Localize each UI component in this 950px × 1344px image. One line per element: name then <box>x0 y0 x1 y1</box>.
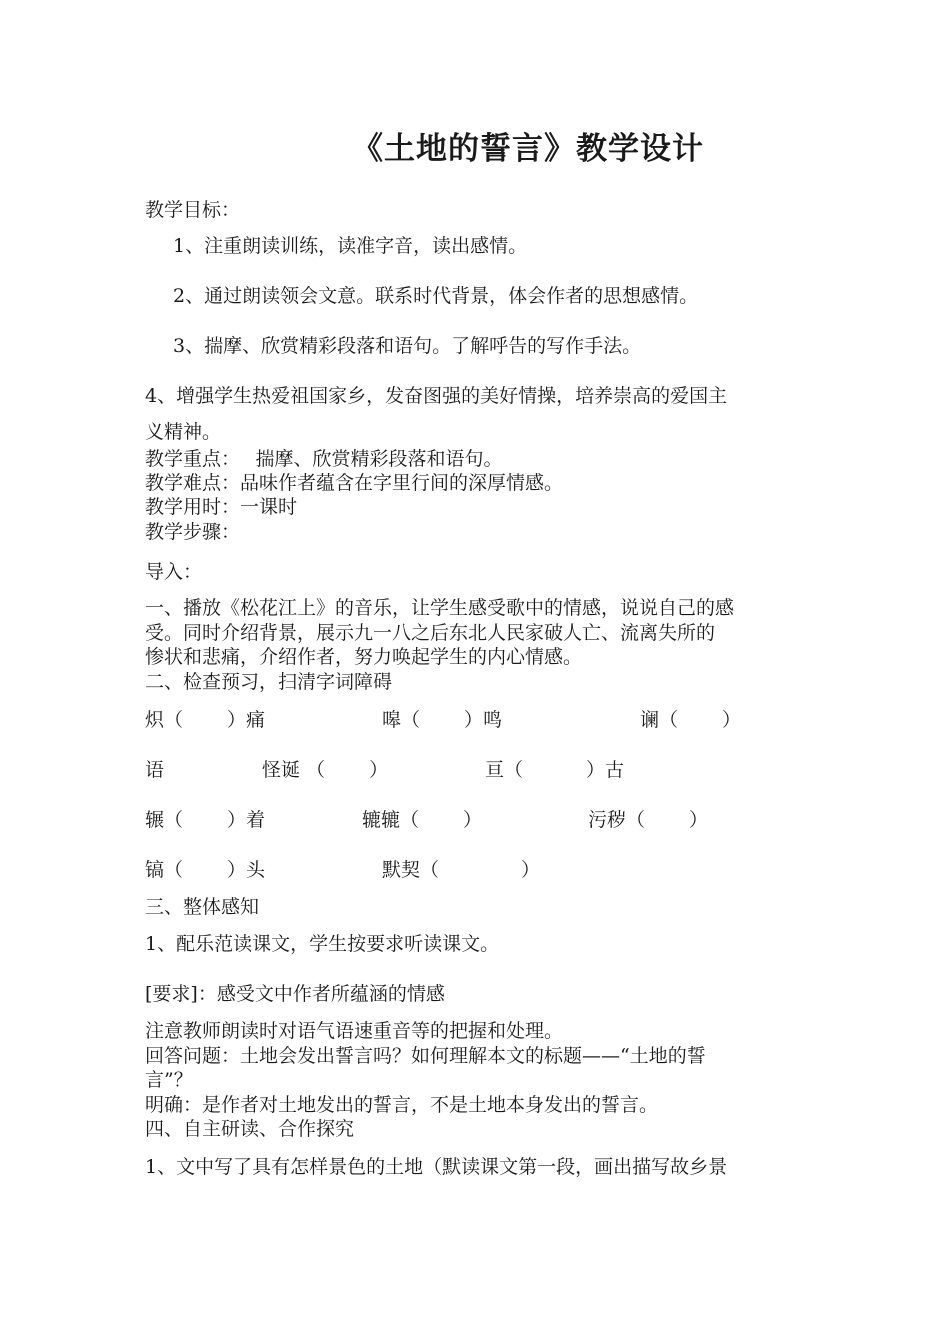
goal-1: 1、注重朗读训练，读准字音，读出感情。 <box>173 235 528 257</box>
vocab-r2c3: 亘（ ）古 <box>485 759 625 781</box>
goal-4-line-1: 4、增强学生热爱祖国家乡，发奋图强的美好情操，培养崇高的爱国主 <box>145 385 728 407</box>
intro-label: 导入： <box>145 561 203 583</box>
goal-4-line-2: 义精神。 <box>145 421 222 443</box>
step-1-line-2: 受。同时介绍背景，展示九一八之后东北人民家破人亡、流离失所的 <box>145 622 716 644</box>
step-3-item-1: 1、配乐范读课文，学生按要求听读课文。 <box>145 933 500 955</box>
vocab-r1c3: 谰（ ） <box>640 709 742 731</box>
vocab-r2c1: 语 <box>145 759 165 781</box>
steps-label: 教学步骤： <box>145 521 241 543</box>
teacher-note: 注意教师朗读时对语气语速重音等的把握和处理。 <box>145 1020 564 1042</box>
vocab-r3c3: 污秽（ ） <box>588 809 709 831</box>
step-1-line-1: 一、播放《松花江上》的音乐，让学生感受歌中的情感，说说自己的感 <box>145 597 735 619</box>
vocab-r4c2: 默契（ ） <box>382 859 541 881</box>
vocab-r3c1: 辗（ ）着 <box>145 809 266 831</box>
step-4-item-1: 1、文中写了具有怎样景色的土地（默读课文第一段，画出描写故乡景 <box>145 1156 728 1178</box>
goal-2: 2、通过朗读领会文意。联系时代背景，体会作者的思想感情。 <box>173 285 699 307</box>
question-line-1: 回答问题：土地会发出誓言吗？如何理解本文的标题——“土地的誓 <box>145 1045 706 1067</box>
vocab-r3c2: 辘辘（ ） <box>362 809 483 831</box>
duration: 教学用时：一课时 <box>145 496 298 518</box>
vocab-r2c2: 怪诞 （ ） <box>262 759 389 781</box>
vocab-r1c1: 炽（ ）痛 <box>145 709 266 731</box>
key-points: 教学重点： 揣摩、欣赏精彩段落和语句。 <box>145 448 503 470</box>
step-4-title: 四、自主研读、合作探究 <box>145 1118 355 1140</box>
requirement: [要求]：感受文中作者所蕴涵的情感 <box>145 983 445 1005</box>
goal-3: 3、揣摩、欣赏精彩段落和语句。了解呼告的写作手法。 <box>173 335 642 357</box>
document-title: 《土地的誓言》教学设计 <box>352 131 704 167</box>
vocab-r4c1: 镐（ ）头 <box>145 859 266 881</box>
step-3-title: 三、整体感知 <box>145 896 260 918</box>
answer: 明确：是作者对土地发出的誓言，不是土地本身发出的誓言。 <box>145 1094 659 1116</box>
step-2-title: 二、检查预习，扫清字词障碍 <box>145 671 393 693</box>
step-1-line-3: 惨状和悲痛，介绍作者，努力唤起学生的内心情感。 <box>145 646 583 668</box>
difficulty: 教学难点：品味作者蕴含在字里行间的深厚情感。 <box>145 472 564 494</box>
vocab-r1c2: 嗥（ ）鸣 <box>382 709 503 731</box>
goals-label: 教学目标： <box>145 199 241 221</box>
question-line-2: 言”？ <box>145 1069 193 1091</box>
